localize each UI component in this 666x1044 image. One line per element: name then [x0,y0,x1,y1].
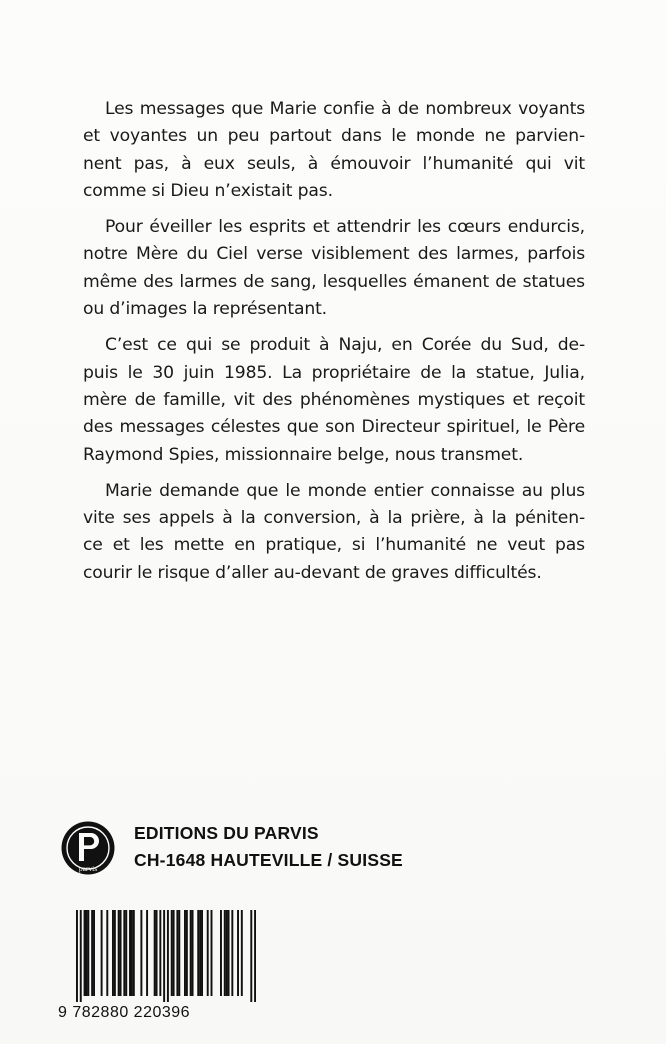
text-line: Raymond Spies, missionnaire belge, nous transmet. [83,444,524,465]
barcode-bar [192,910,194,996]
barcode-bar [76,910,78,1002]
barcode-bar [123,910,125,996]
barcode-bar [199,910,201,996]
barcode-bar [197,910,199,996]
isbn-barcode-icon [76,910,256,1002]
publisher-text [134,820,403,874]
barcode-bar [106,910,108,996]
barcode-bar [201,910,203,996]
barcode-bar [250,910,252,1002]
barcode-bar [173,910,175,996]
barcode-bar [133,910,135,996]
barcode-bar [241,910,243,996]
barcode-bar [125,910,127,996]
barcode-bar [184,910,186,996]
barcode-bar [220,910,222,996]
publisher-name: EDITIONS DU PARVIS [134,823,319,843]
barcode-bar [159,910,161,996]
barcode-bar [154,910,156,996]
barcode-bar [231,910,233,996]
text-line: Les messages que Marie confie à de nombreux voyants [105,99,585,119]
publisher-address: CH-1648 HAUTEVILLE / SUISSE [134,850,403,870]
barcode-bar [140,910,142,996]
barcode-bar [176,910,178,996]
barcode-bar [171,910,173,996]
barcode-bar [84,910,86,996]
barcode-bar [237,910,239,996]
logo-wordmark: parvis [78,864,98,873]
barcode-bar [129,910,131,996]
text-line: C’est ce qui se produit à Naju, en Corée du Sud, de- [105,335,585,356]
text-line: Marie demande que le monde entier connaisse au plus [105,480,585,501]
barcode-bar [101,910,103,996]
text-line: et voyantes un peu partout dans le monde ne parvien- [83,126,585,147]
text-line: nent pas, à eux seuls, à émouvoir l’humanité qui vit [83,153,585,174]
barcode-bar [120,910,122,996]
text-line: ou d’images la représentant. [83,299,327,320]
text-line: ce et les mette en pratique, si l’humanité ne veut pas [83,535,585,556]
barcode-bar [178,910,180,996]
barcode-bar [211,910,213,996]
barcode-bar [131,910,133,996]
barcode-bar [87,910,89,996]
barcode-bar [80,910,82,1002]
parvis-logo-icon [60,820,116,876]
barcode-bar [163,910,165,1002]
barcode-bar [228,910,230,996]
barcode-bar [167,910,169,1002]
text-line: Pour éveiller les esprits et attendrir les cœurs endurcis, [105,217,585,238]
text-line: courir le risque d’aller au-devant de graves difficultés. [83,562,542,583]
barcode-bar [254,910,256,1002]
barcode-bar [118,910,120,996]
paragraph-4 [83,478,585,587]
text-line: comme si Dieu n’existait pas. [83,180,333,201]
barcode-bar [146,910,148,996]
barcode-bar [112,910,114,996]
publisher-block [60,820,480,880]
barcode-bar [93,910,95,996]
barcode-digits: 9 782880 220396 [58,1004,191,1021]
paragraph-3 [83,332,585,468]
barcode-bar [114,910,116,996]
barcode-bar [156,910,158,996]
text-line: puis le 30 juin 1985. La propriétaire de la statue, Julia, [83,362,585,383]
isbn-barcode [58,910,258,1025]
text-line: mère de famille, vit des phénomènes mystiques et reçoit [83,389,585,410]
text-line: des messages célestes que son Directeur spirituel, le Père [83,417,585,438]
paragraph-1 [83,96,585,205]
barcode-bar [226,910,228,996]
barcode-bar [224,910,226,996]
barcode-bar [91,910,93,996]
text-line: même des larmes de sang, lesquelles émanent de statues [83,271,585,292]
barcode-bar [85,910,87,996]
body-text [83,96,585,596]
barcode-bar [190,910,192,996]
text-line: vite ses appels à la conversion, à la prière, à la péniten- [83,508,585,529]
barcode-bar [207,910,209,996]
barcode-bar [186,910,188,996]
text-line: notre Mère du Ciel verse visiblement des larmes, parfois [83,244,585,265]
paragraph-2 [83,214,585,323]
